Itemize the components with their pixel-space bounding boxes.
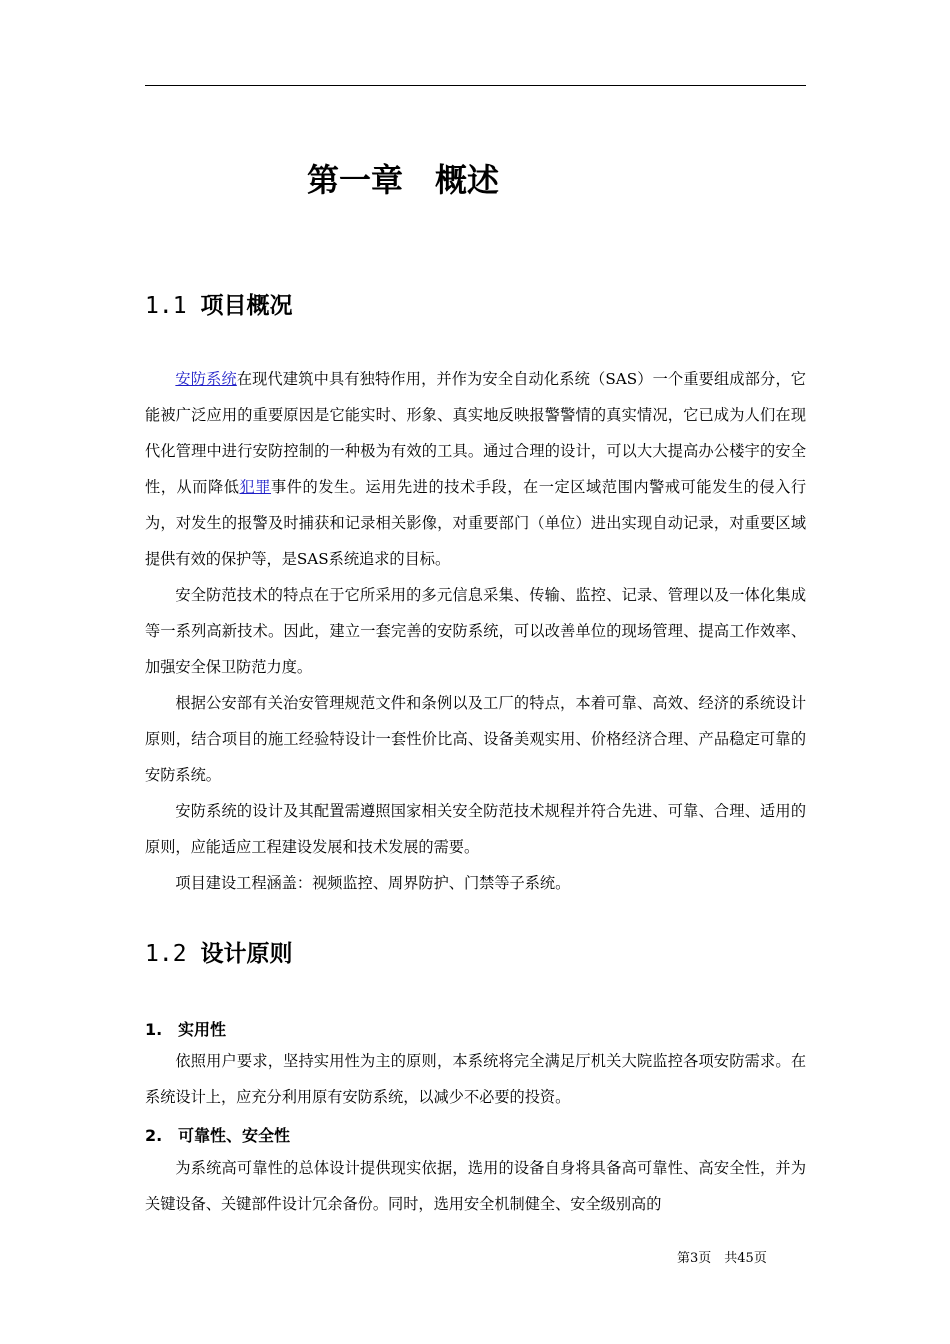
- practicality-body: 依照用户要求，坚持实用性为主的原则，本系统将完全满足厅机关大院监控各项安防需求。在系统设计上，应充分利用原有安防系统，以减少不必要的投资。: [145, 1052, 806, 1106]
- section-title: 设计原则: [200, 941, 293, 967]
- section-number: 1.1: [145, 293, 187, 319]
- paragraph-3: 根据公安部有关治安管理规范文件和条例以及工厂的特点，本着可靠、高效、经济的系统设计原则，结合项目的施工经验特设计一套性价比高、设备美观实用、价格经济合理、产品稳定可靠的安防系统。: [145, 694, 806, 784]
- link-security-system[interactable]: 安防系统: [175, 370, 237, 388]
- paragraph-2: 安全防范技术的特点在于它所采用的多元信息采集、传输、监控、记录、管理以及一体化集成等一系列高新技术。因此，建立一套完善的安防系统，可以改善单位的现场管理、提高工作效率、加强安全保卫防范力度。: [145, 586, 806, 676]
- subheading-reliability: 2. 可靠性、安全性: [145, 1126, 291, 1145]
- paragraph-5: 项目建设工程涵盖：视频监控、周界防护、门禁等子系统。: [175, 874, 571, 892]
- paragraph-1: 安防系统在现代建筑中具有独特作用，并作为安全自动化系统（SAS）一个重要组成部分，它能被广泛应用的重要原因是它能实时、形象、真实地反映报警警情的真实情况，它已成为人们在现代化管理中进行安防控制的一种极为有效的工具。通过合理的设计，可以大大提高办公楼宇的安全性，从而降低犯罪事件的发生。运用先进的技术手段，在一定区域范围内警戒可能发生的侵入行为，对发生的报警及时捕获和记录相关影像，对重要部门（单位）进出实现自动记录，对重要区域提供有效的保护等，是SAS系统追求的目标。: [145, 370, 807, 568]
- paragraph-4: 安防系统的设计及其配置需遵照国家相关安全防范技术规程并符合先进、可靠、合理、适用的原则，应能适应工程建设发展和技术发展的需要。: [145, 802, 806, 856]
- page-footer: 第3页 共45页: [677, 1251, 767, 1266]
- section-number: 1.2: [145, 941, 187, 967]
- section-heading-1-2: [145, 935, 293, 968]
- section-heading-1-1: [145, 287, 293, 320]
- chapter-title: 第一章 概述: [306, 161, 499, 199]
- section-title: 项目概况: [200, 293, 293, 319]
- subheading-practicality: 1. 实用性: [145, 1020, 227, 1039]
- link-crime[interactable]: 犯罪: [239, 478, 272, 496]
- reliability-body: 为系统高可靠性的总体设计提供现实依据，选用的设备自身将具备高可靠性、高安全性，并为关键设备、关键部件设计冗余备份。同时，选用安全机制健全、安全级别高的: [145, 1159, 806, 1213]
- header-rule: [145, 85, 806, 86]
- section-1-body: [145, 361, 806, 901]
